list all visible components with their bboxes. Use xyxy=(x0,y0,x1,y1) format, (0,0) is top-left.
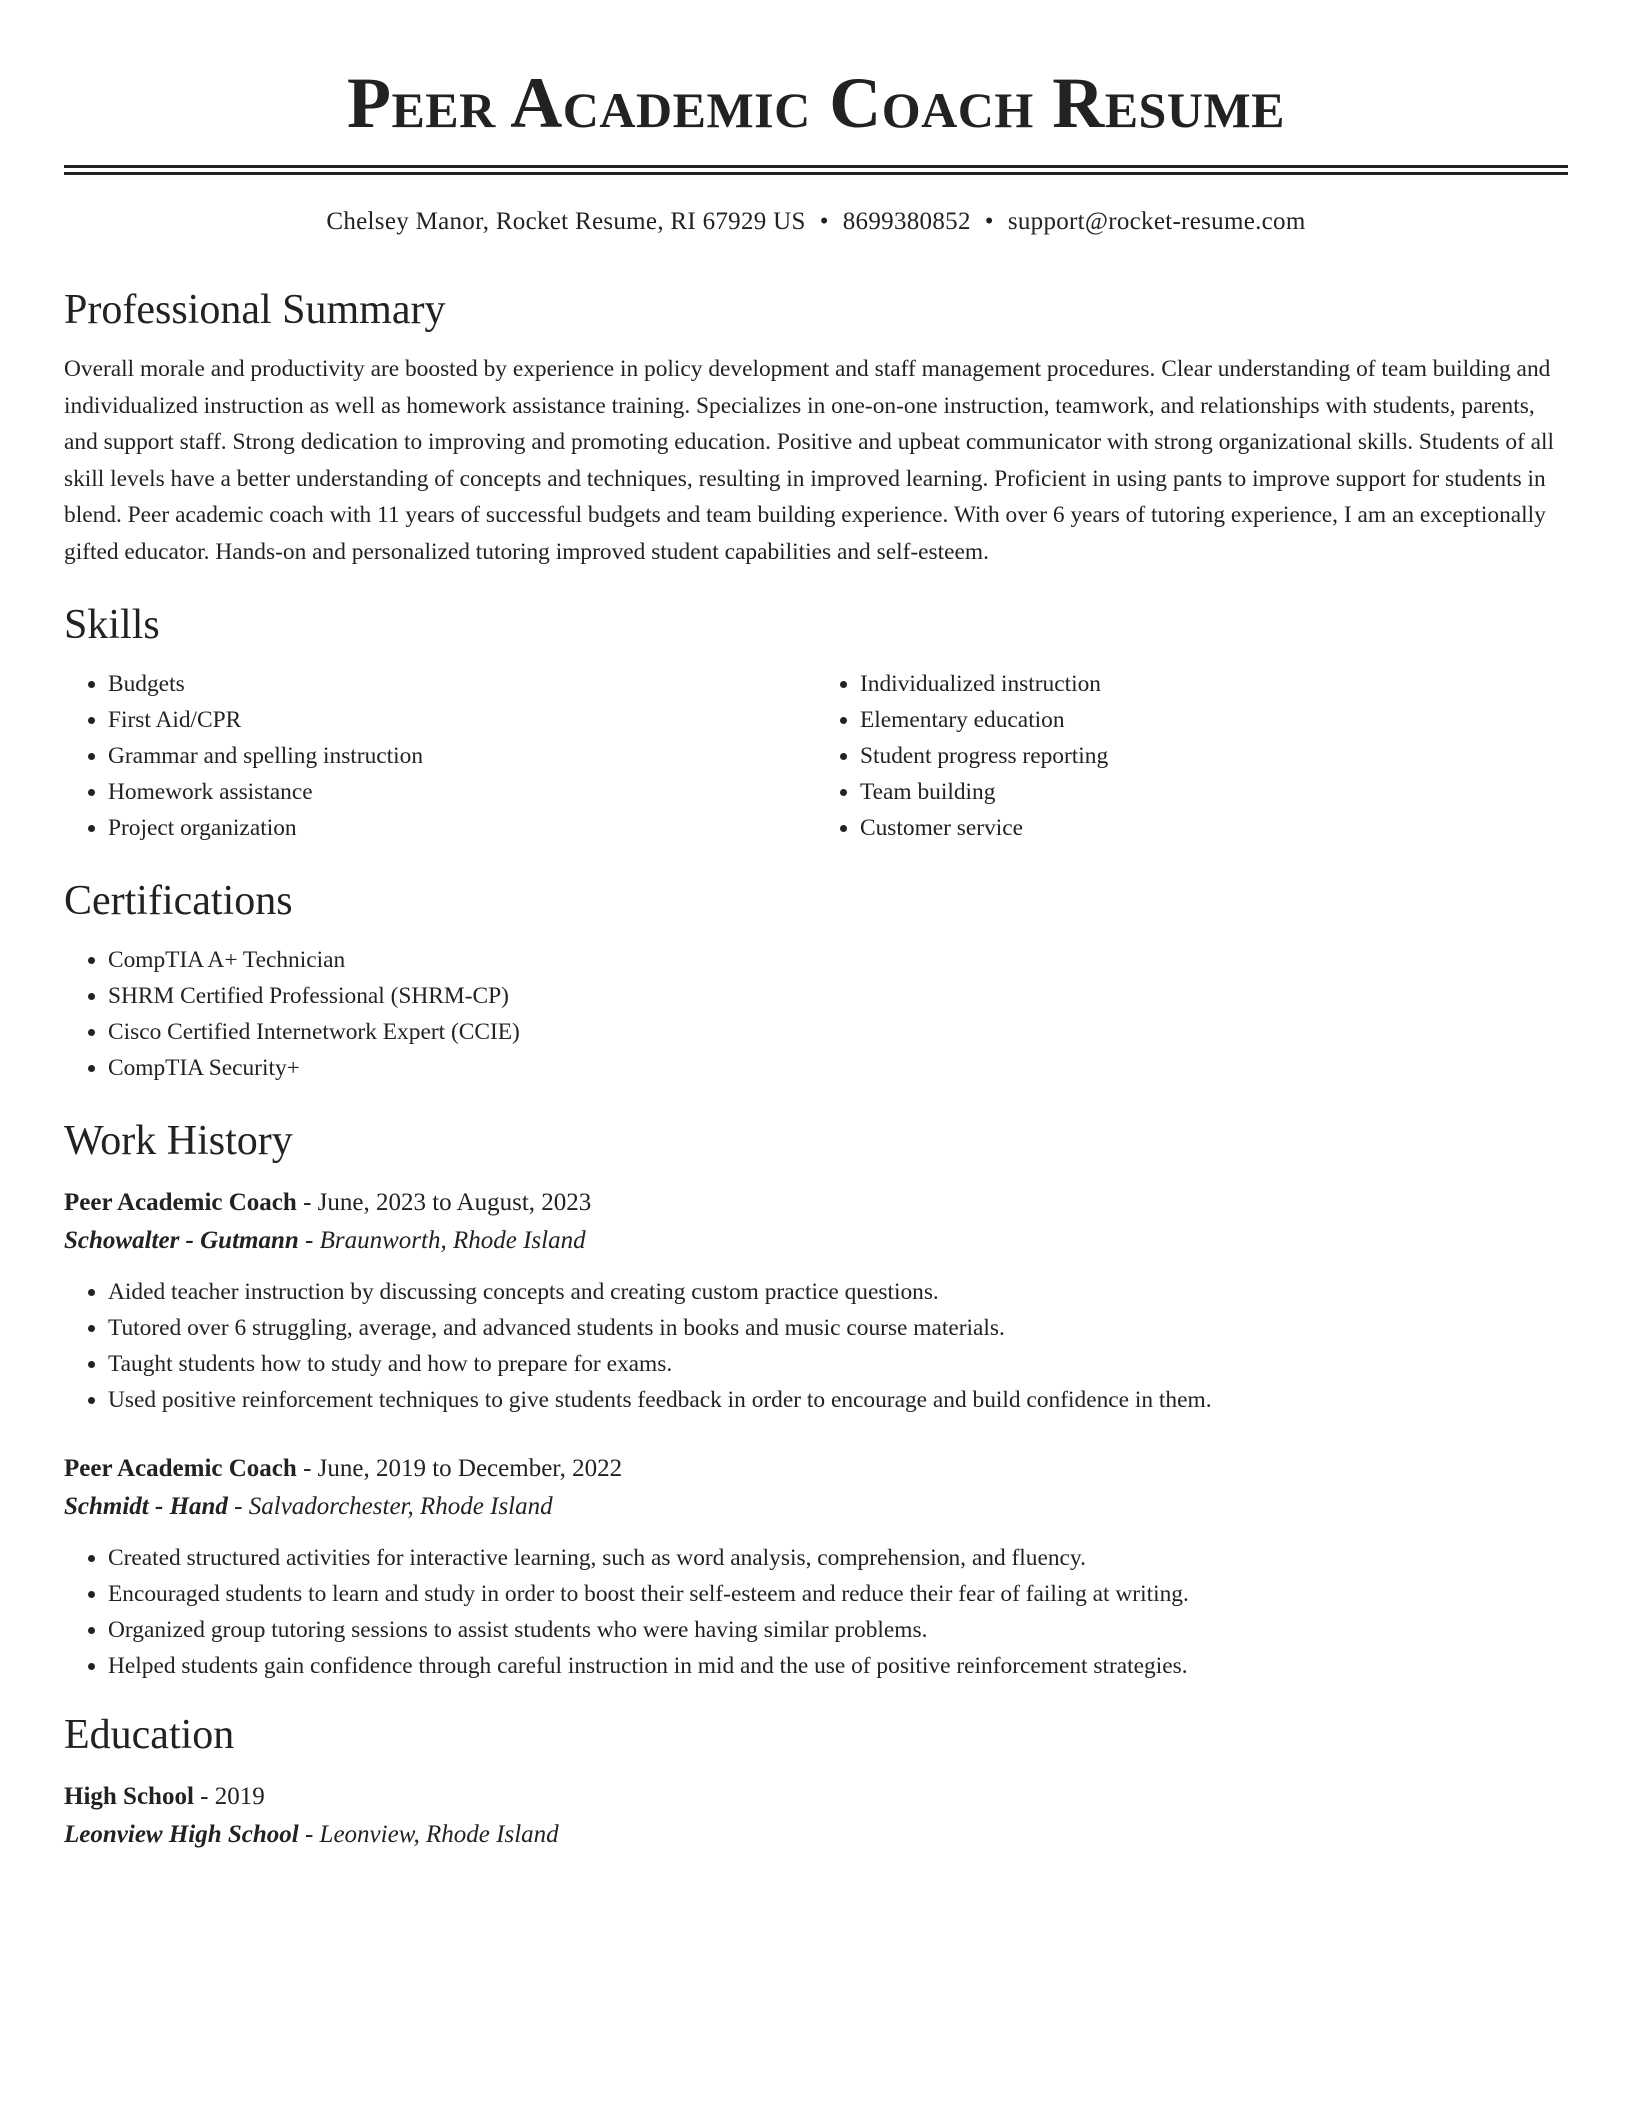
job-location: - Salvadorchester, Rhode Island xyxy=(227,1493,553,1520)
job-company: Schowalter - Gutmann xyxy=(64,1227,299,1254)
skills-list-right xyxy=(816,666,1568,846)
skill-item: • Student progress reporting xyxy=(860,738,1568,774)
job-dates: - June, 2023 to August, 2023 xyxy=(296,1189,592,1216)
job-company: Schmidt - Hand xyxy=(64,1493,228,1520)
skill-item: • Customer service xyxy=(860,810,1568,846)
certifications-heading: Certifications xyxy=(64,878,293,924)
education-location: - Leonview, Rhode Island xyxy=(298,1821,559,1848)
education-section xyxy=(64,1710,1568,1854)
job-duties-list xyxy=(64,1274,1568,1418)
education-year: - 2019 xyxy=(193,1783,265,1810)
title-double-rule xyxy=(64,165,1568,175)
skills-list-left xyxy=(64,666,816,846)
job-role: Peer Academic Coach xyxy=(64,1455,297,1482)
job-company-line xyxy=(64,1222,1568,1260)
contact-separator: • xyxy=(984,208,994,235)
job-duties-list xyxy=(64,1540,1568,1684)
certifications-list xyxy=(64,942,1568,1086)
skill-item: • Team building xyxy=(860,774,1568,810)
certification-item: • SHRM Certified Professional (SHRM-CP) xyxy=(108,978,1568,1014)
education-school: Leonview High School xyxy=(64,1821,299,1848)
certification-item: • CompTIA Security+ xyxy=(108,1050,1568,1086)
skills-section xyxy=(64,600,1568,846)
job-company-line xyxy=(64,1488,1568,1526)
contact-email: support@rocket-resume.com xyxy=(1007,208,1306,235)
job-duty: • Encouraged students to learn and study in order to boost their self-esteem and reduce their fear of failing at writing. xyxy=(108,1576,1568,1612)
summary-heading: Professional Summary xyxy=(64,287,446,333)
education-degree: High School xyxy=(64,1783,194,1810)
education-school-line xyxy=(64,1816,1568,1854)
job-duty: • Helped students gain confidence through careful instruction in mid and the use of positive reinforcement strategies. xyxy=(108,1648,1568,1684)
certification-item: • Cisco Certified Internetwork Expert (CCIE) xyxy=(108,1014,1568,1050)
job-duty: • Created structured activities for interactive learning, such as word analysis, comprehension, and fluency. xyxy=(108,1540,1568,1576)
work-history-heading: Work History xyxy=(64,1118,293,1164)
skill-item: • Grammar and spelling instruction xyxy=(108,738,816,774)
job-dates: - June, 2019 to December, 2022 xyxy=(296,1455,623,1482)
job-duty: • Used positive reinforcement techniques to give students feedback in order to encourage and build confidence in them. xyxy=(108,1382,1568,1418)
skill-item: • Individualized instruction xyxy=(860,666,1568,702)
skills-grid xyxy=(64,666,1568,846)
education-entry xyxy=(64,1778,1568,1854)
job-role: Peer Academic Coach xyxy=(64,1189,297,1216)
resume-title: Peer Academic Coach Resume xyxy=(346,63,1286,143)
work-history-section xyxy=(64,1116,1568,1684)
contact-separator: • xyxy=(819,208,829,235)
certifications-section xyxy=(64,876,1568,1086)
skill-item: • Homework assistance xyxy=(108,774,816,810)
job-duty: • Tutored over 6 struggling, average, and advanced students in books and music course materials. xyxy=(108,1310,1568,1346)
job-duty: • Aided teacher instruction by discussing concepts and creating custom practice questions. xyxy=(108,1274,1568,1310)
skill-item: • Project organization xyxy=(108,810,816,846)
contact-address: Chelsey Manor, Rocket Resume, RI 67929 US xyxy=(326,208,806,235)
job-title-line xyxy=(64,1450,1568,1488)
contact-phone: 8699380852 xyxy=(842,208,971,235)
contact-line xyxy=(64,205,1568,239)
job-title-line xyxy=(64,1184,1568,1222)
skill-item: • First Aid/CPR xyxy=(108,702,816,738)
job-location: - Braunworth, Rhode Island xyxy=(298,1227,586,1254)
skills-heading: Skills xyxy=(64,602,160,648)
skill-item: • Elementary education xyxy=(860,702,1568,738)
job-duty: • Taught students how to study and how to prepare for exams. xyxy=(108,1346,1568,1382)
education-degree-line xyxy=(64,1778,1568,1816)
job-entry xyxy=(64,1184,1568,1418)
job-entry xyxy=(64,1450,1568,1684)
summary-section xyxy=(64,285,1568,570)
job-duty: • Organized group tutoring sessions to assist students who were having similar problems. xyxy=(108,1612,1568,1648)
summary-text: Overall morale and productivity are boosted by experience in policy development and staff management procedures. Clear understanding of team building and individualized instruction as well as homework assistance training. Specializes in one-on-one instruction, teamwork, and relationships with students, parents, and support staff. Strong dedication to improving and promoting education. Positive and upbeat communicator with strong organizational skills. Students of all skill levels have a better understanding of concepts and techniques, resulting in improved learning. Proficient in using pants to improve support for students in blend. Peer academic coach with 11 years of successful budgets and team building experience. With over 6 years of tutoring experience, I am an exceptionally gifted educator. Hands-on and personalized tutoring improved student capabilities and self-esteem. xyxy=(64,356,1555,565)
skill-item: • Budgets xyxy=(108,666,816,702)
certification-item: • CompTIA A+ Technician xyxy=(108,942,1568,978)
education-heading: Education xyxy=(64,1712,235,1758)
